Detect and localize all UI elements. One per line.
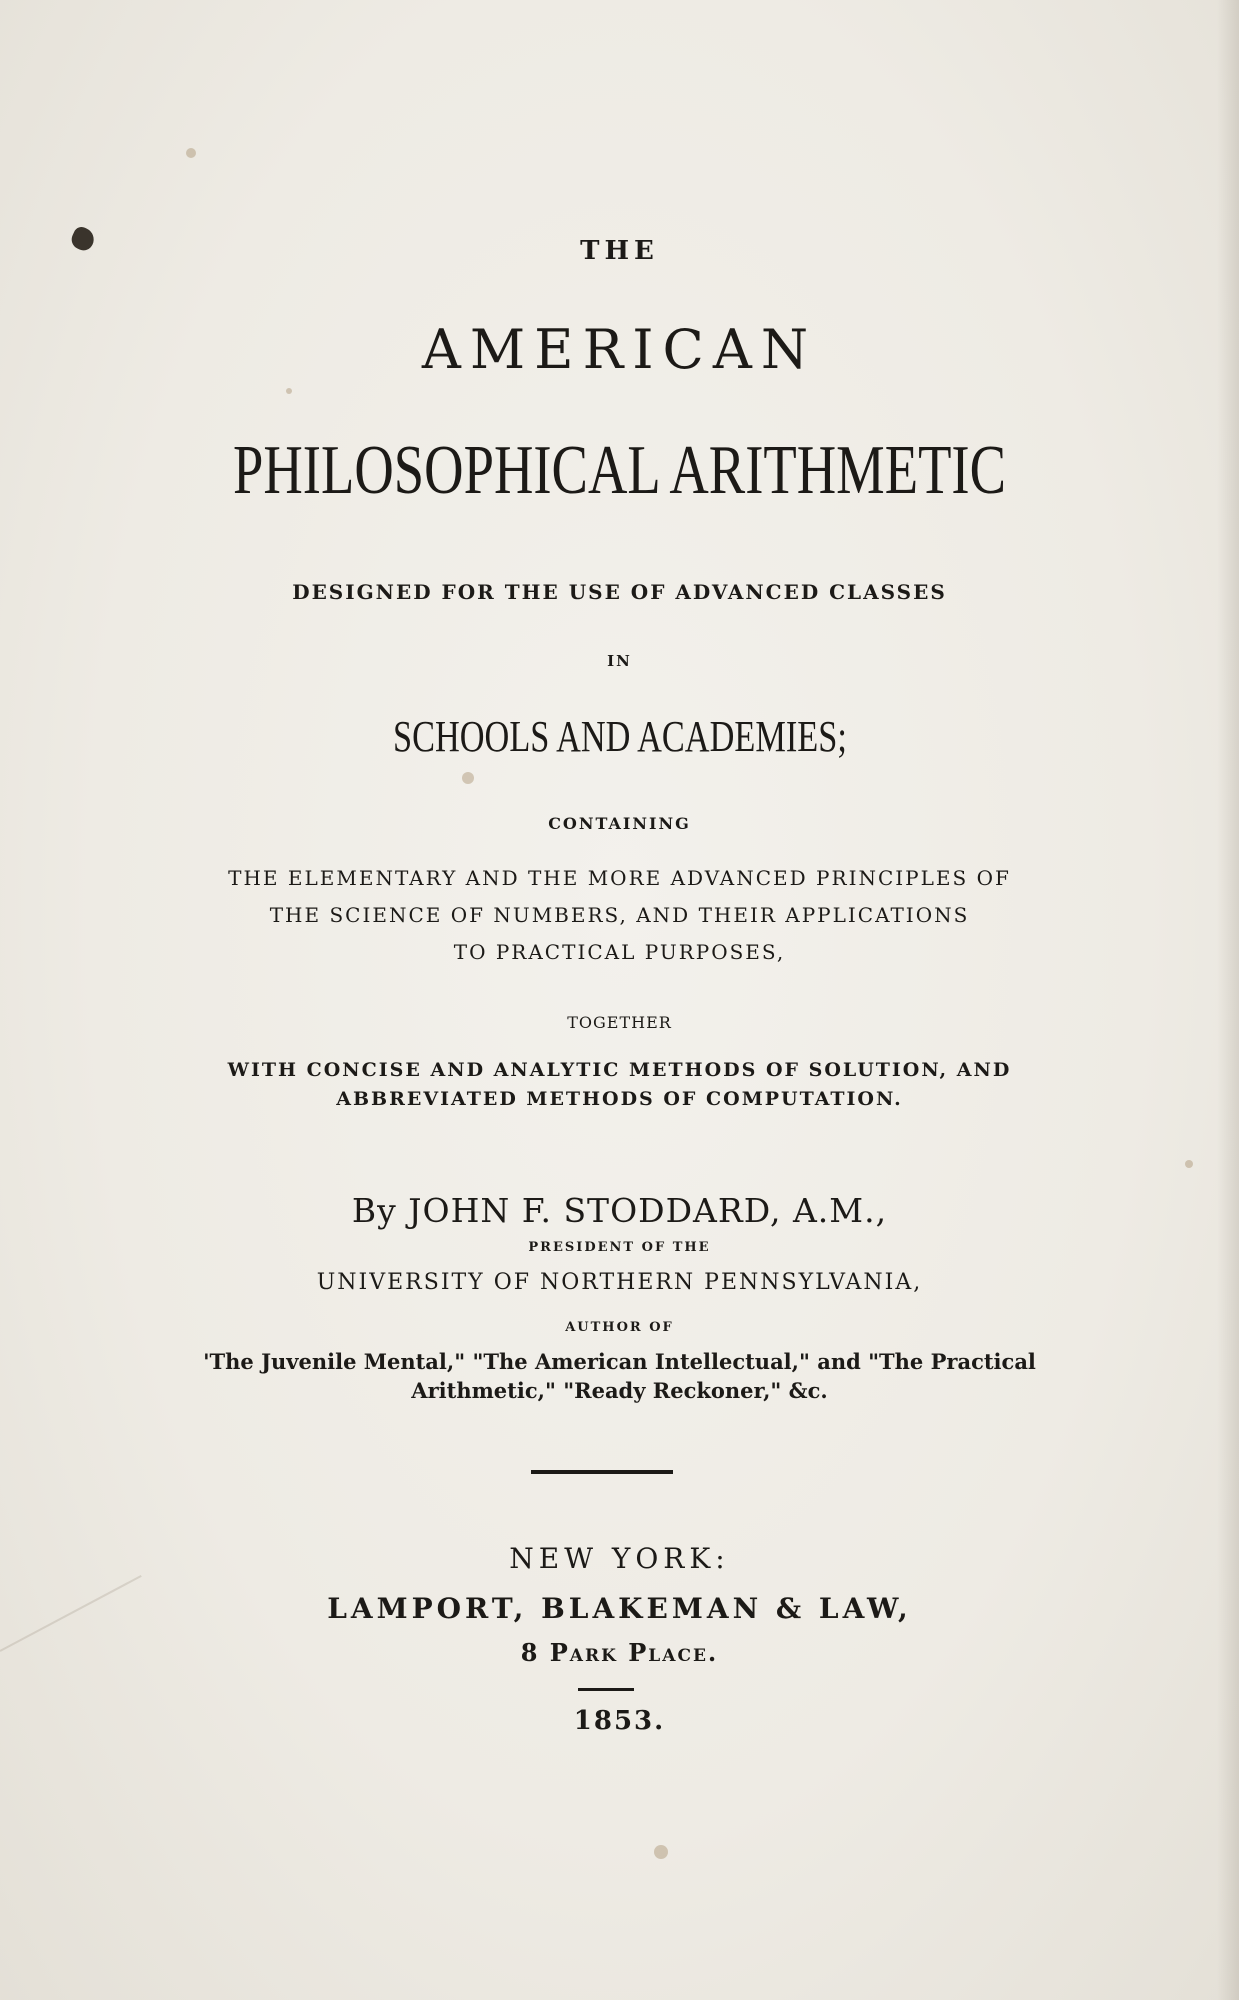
in-line: IN <box>607 652 632 670</box>
president-of-line: PRESIDENT OF THE <box>528 1240 711 1255</box>
works-line-2: Arithmetic," "Ready Reckoner," &c. <box>411 1378 828 1403</box>
description-line-3: TO PRACTICAL PURPOSES, <box>453 940 786 964</box>
foxing-spot <box>654 1845 668 1859</box>
author-line: By JOHN F. STODDARD, A.M., <box>351 1191 888 1230</box>
title-line-2 <box>0 428 1239 511</box>
methods-line-2: ABBREVIATED METHODS OF COMPUTATION. <box>336 1088 903 1110</box>
description-line-2: THE SCIENCE OF NUMBERS, AND THEIR APPLICATIONS <box>269 903 970 927</box>
designed-for-line: DESIGNED FOR THE USE OF ADVANCED CLASSES <box>292 580 947 604</box>
schools-line-text: SCHOOLS AND ACADEMIES; <box>392 712 847 761</box>
containing-line: CONTAINING <box>548 814 691 833</box>
schools-line <box>0 711 1239 762</box>
page-edge-shadow <box>1217 0 1239 2000</box>
foxing-spot <box>462 772 474 784</box>
description-line-1: THE ELEMENTARY AND THE MORE ADVANCED PRINCIPLES OF <box>228 866 1011 890</box>
title-article: THE <box>580 236 659 266</box>
city-line: NEW YORK: <box>509 1542 730 1575</box>
foxing-spot <box>286 388 292 394</box>
foxing-spot <box>1185 1160 1193 1168</box>
year-line: 1853. <box>573 1706 666 1736</box>
address-line: 8 Park Place. <box>520 1638 719 1667</box>
foxing-spot <box>186 148 196 158</box>
title-line-2-text: PHILOSOPHICAL ARITHMETIC <box>232 432 1007 509</box>
methods-line-1: WITH CONCISE AND ANALYTIC METHODS OF SOLUTION, AND <box>227 1059 1012 1081</box>
works-line-1: 'The Juvenile Mental," "The American Intellectual," and "The Practical <box>203 1349 1036 1374</box>
publisher-line: LAMPORT, BLAKEMAN & LAW, <box>327 1592 912 1625</box>
divider-rule <box>531 1470 673 1474</box>
title-line-1: AMERICAN <box>421 318 818 381</box>
author-of-line: AUTHOR OF <box>565 1320 674 1335</box>
university-line: UNIVERSITY OF NORTHERN PENNSYLVANIA, <box>316 1270 923 1295</box>
year-rule <box>578 1688 634 1691</box>
together-line: TOGETHER <box>567 1013 672 1032</box>
